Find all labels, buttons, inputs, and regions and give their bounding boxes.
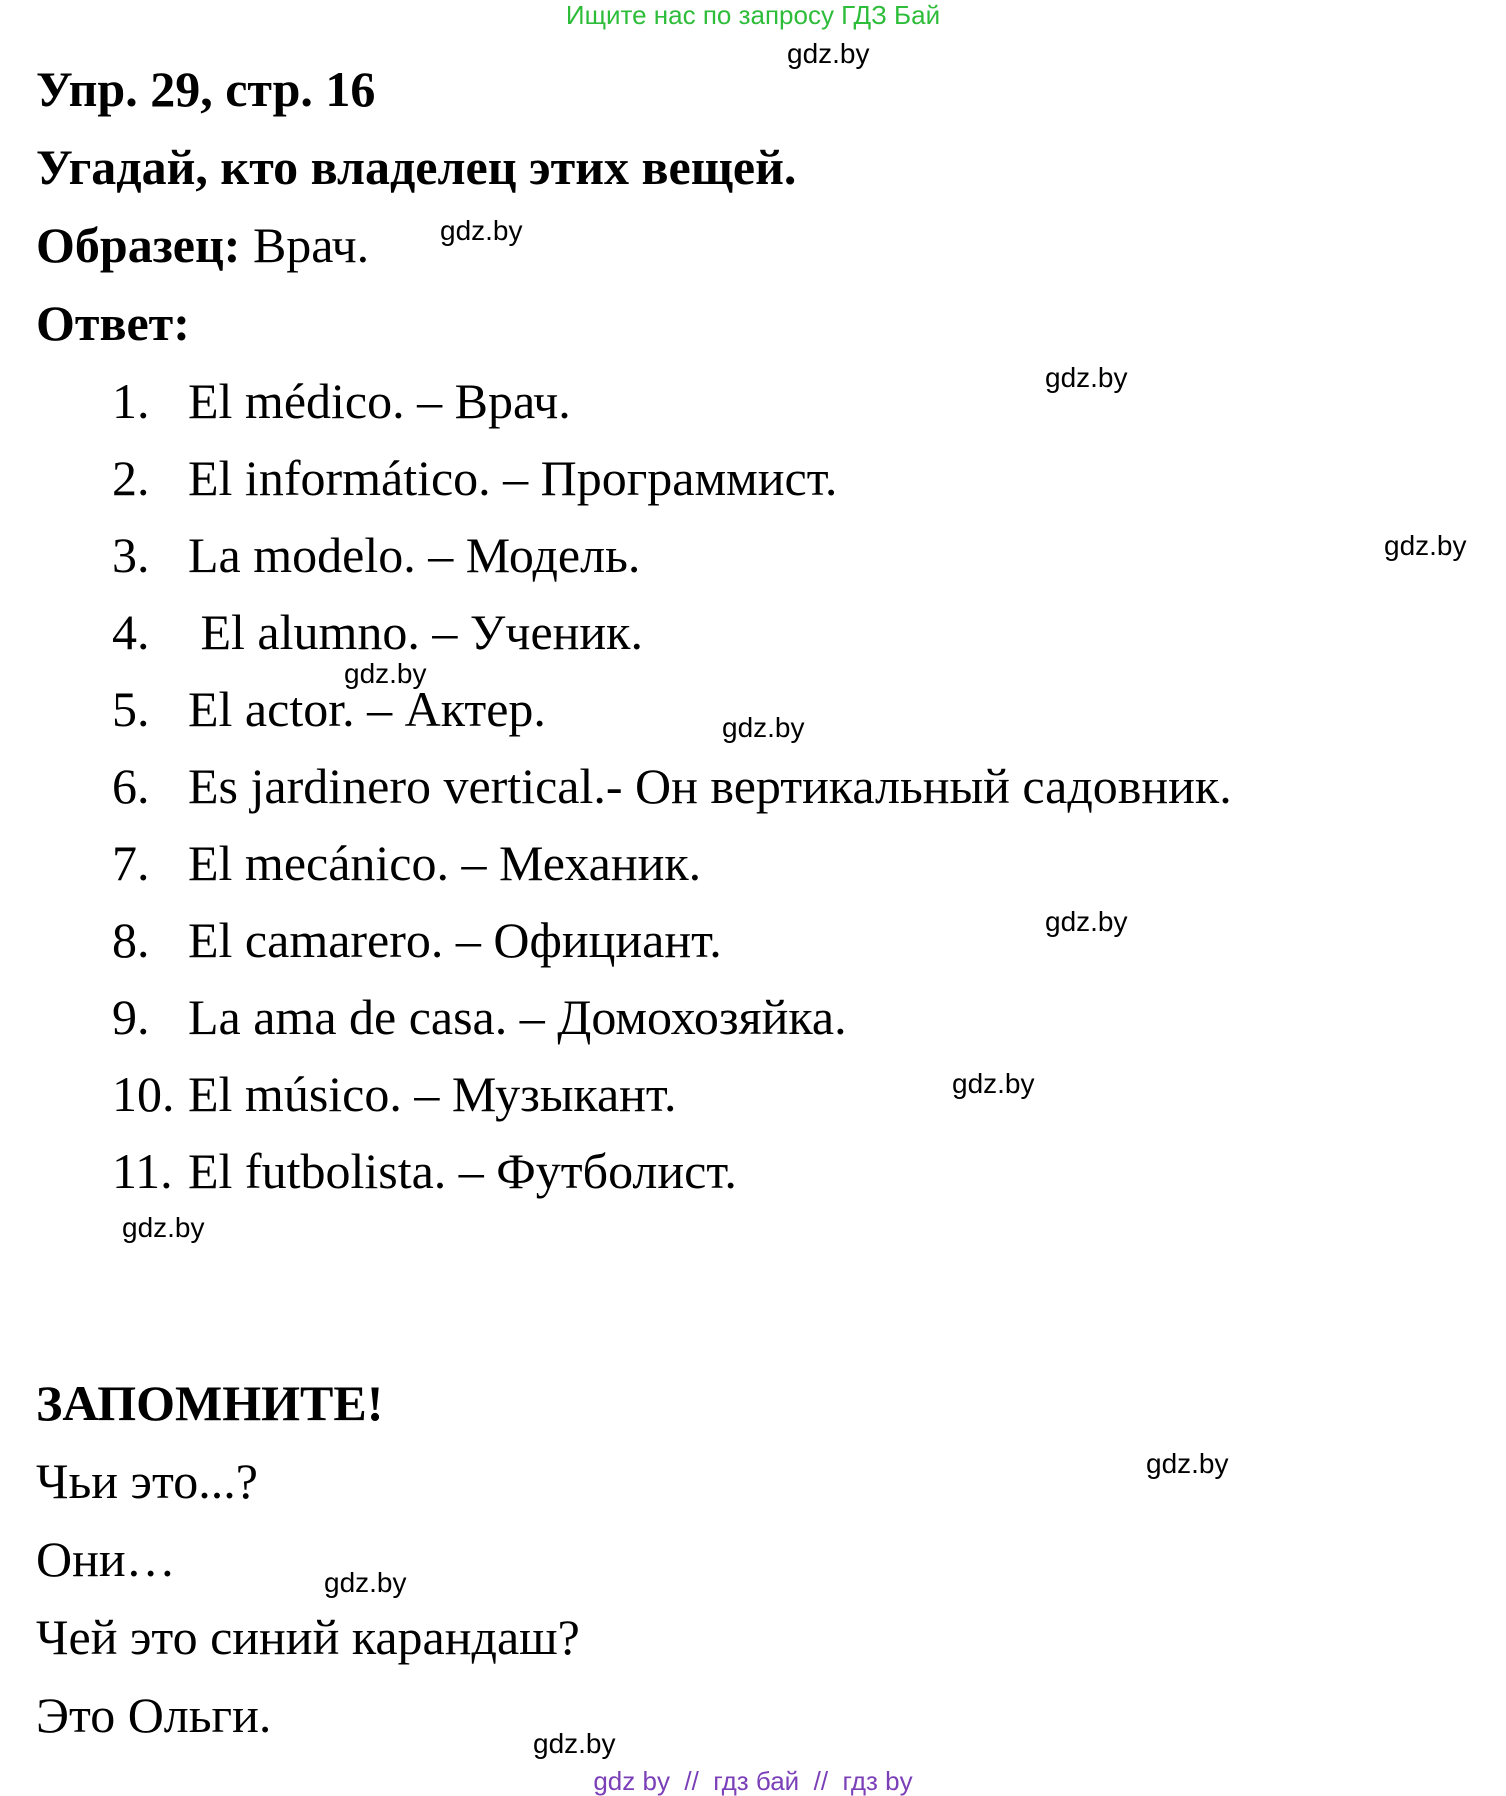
answer-label: Ответ: [36, 295, 190, 351]
item-text: El mecánico. – Механик. [188, 835, 702, 891]
item-text: Es jardinero vertical.- Он вертикальный садовник. [188, 758, 1232, 814]
remember-line: Чей это синий карандаш? [36, 1609, 580, 1665]
item-text: El músico. – Музыкант. [188, 1066, 677, 1122]
item-number: 5. [112, 681, 150, 737]
item-text: La ama de casa. – Домохозяйка. [188, 989, 847, 1045]
item-text: El informático. – Программист. [188, 450, 838, 506]
task-text: Угадай, кто владелец этих вещей. [36, 139, 797, 195]
remember-line: Они… [36, 1531, 176, 1587]
watermark-gdz: gdz.by [324, 1567, 407, 1598]
watermark-gdz: gdz.by [787, 38, 870, 69]
item-number: 10. [112, 1066, 175, 1122]
item-number: 1. [112, 373, 150, 429]
footer-text: gdz by // гдз бай // гдз by [593, 1766, 913, 1796]
item-text: La modelo. – Модель. [188, 527, 641, 583]
watermark-gdz: gdz.by [1146, 1448, 1229, 1479]
remember-title: ЗАПОМНИТЕ! [36, 1375, 384, 1431]
item-number: 8. [112, 912, 150, 968]
watermark-gdz: gdz.by [1045, 906, 1128, 937]
exercise-title: Упр. 29, стр. 16 [36, 61, 376, 117]
sample-label: Образец: [36, 217, 241, 273]
item-text: El médico. – Врач. [188, 373, 571, 429]
watermark-gdz: gdz.by [1384, 530, 1467, 561]
item-number: 11. [112, 1143, 173, 1199]
item-text: El futbolista. – Футболист. [188, 1143, 737, 1199]
top-banner: Ищите нас по запросу ГДЗ Бай [565, 0, 941, 30]
watermark-gdz: gdz.by [533, 1728, 616, 1759]
item-number: 6. [112, 758, 150, 814]
sample-line [36, 216, 369, 274]
watermark-gdz: gdz.by [722, 712, 805, 743]
remember-line: Чьи это...? [36, 1453, 258, 1509]
item-number: 9. [112, 989, 150, 1045]
item-number: 3. [112, 527, 150, 583]
watermark-gdz: gdz.by [344, 658, 427, 689]
watermark-gdz: gdz.by [440, 215, 523, 246]
item-number: 4. [112, 604, 150, 660]
remember-line: Это Ольги. [36, 1687, 272, 1743]
item-text: El camarero. – Официант. [188, 912, 722, 968]
item-number: 2. [112, 450, 150, 506]
item-text: El alumno. – Ученик. [188, 604, 643, 660]
item-number: 7. [112, 835, 150, 891]
watermark-gdz: gdz.by [1045, 362, 1128, 393]
item-text: El actor. – Актер. [188, 681, 546, 737]
sample-value: Врач. [252, 217, 370, 273]
watermark-gdz: gdz.by [122, 1212, 205, 1243]
watermark-gdz: gdz.by [952, 1068, 1035, 1099]
